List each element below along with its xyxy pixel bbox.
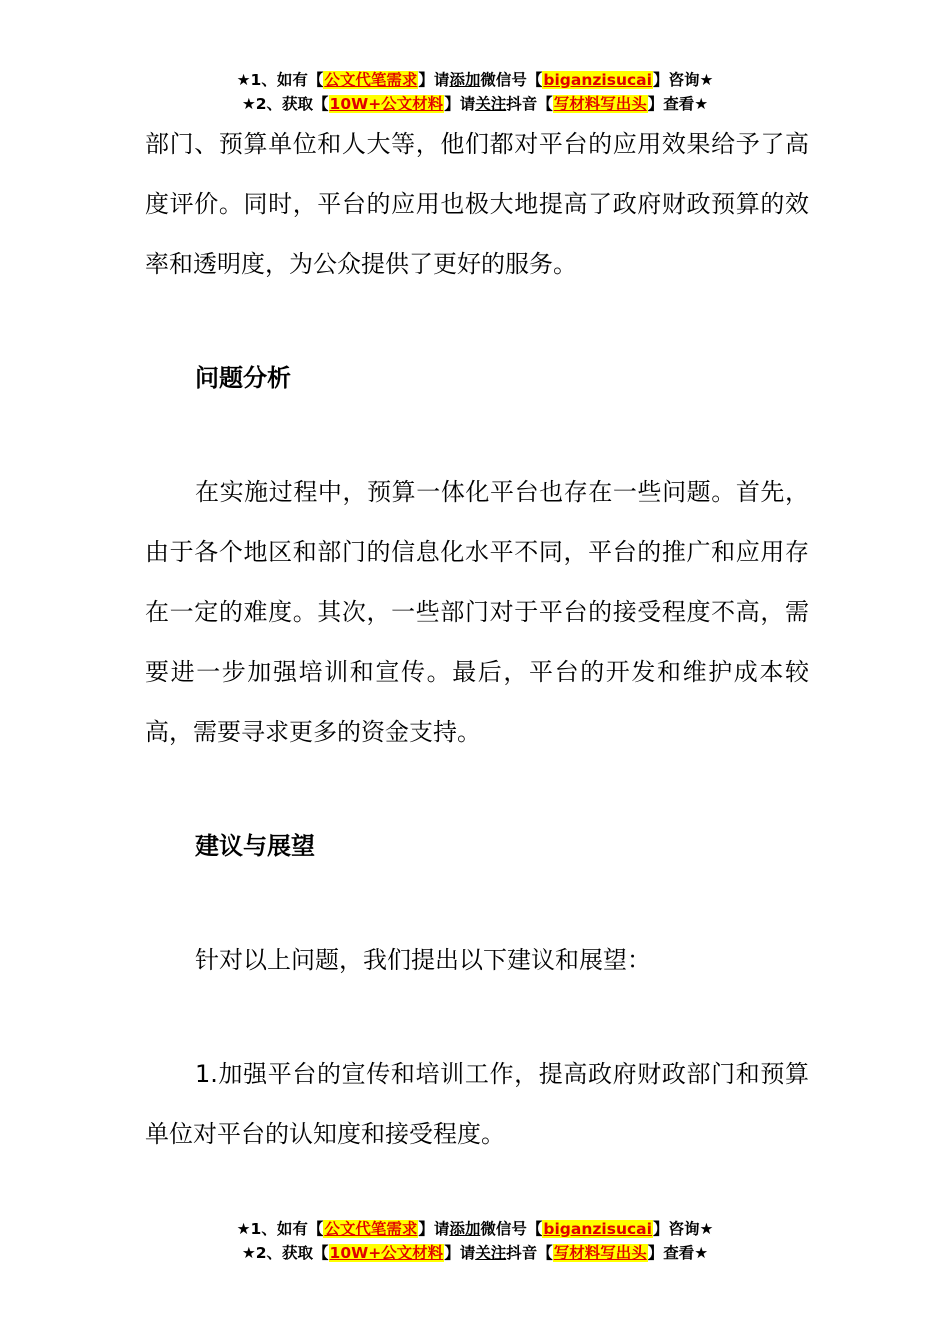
banner-underlined: 添加 [449,1220,481,1238]
banner-line-2 [0,1241,950,1265]
banner-line-2 [0,92,950,116]
banner-highlight: 公文代笔需求 [324,71,418,89]
banner-highlight: 10W+公文材料 [329,1244,444,1262]
spacer [145,762,809,816]
header-banner [0,68,950,116]
spacer [145,990,809,1044]
banner-text: 抖音【 [506,95,553,113]
spacer [145,408,809,462]
banner-highlight: 写材料写出头 [553,95,647,113]
banner-text: 微信号【 [480,1220,543,1238]
heading-problem-analysis: 问题分析 [195,364,291,392]
paragraph-suggest-intro: 针对以上问题，我们提出以下建议和展望： [195,946,651,974]
banner-highlight: 10W+公文材料 [329,95,444,113]
spacer [145,294,809,348]
banner-text: ★2、获取【 [241,95,329,113]
footer-banner [0,1217,950,1265]
banner-line-1 [0,1217,950,1241]
paragraph-intro: 部门、预算单位和人大等，他们都对平台的应用效果给予了高度评价。同时，平台的应用也极大地提高了政府财政预算的效率和透明度，为公众提供了更好的服务。 [145,130,809,278]
banner-text: 】咨询★ [652,71,714,89]
banner-text: ★2、获取【 [241,1244,329,1262]
banner-text: ★1、如有【 [236,71,324,89]
paragraph-problem: 在实施过程中，预算一体化平台也存在一些问题。首先，由于各个地区和部门的信息化水平不同，平台的推广和应用存在一定的难度。其次，一些部门对于平台的接受程度不高，需要进一步加强培训和宣传。最后，平台的开发和维护成本较高，需要寻求更多的资金支持。 [145,478,809,746]
heading-suggestions: 建议与展望 [195,832,315,860]
banner-underlined: 关注 [475,1244,507,1262]
document-body [145,114,809,1164]
banner-underlined: 添加 [449,71,481,89]
banner-underlined: 关注 [475,95,507,113]
banner-text: 】查看★ [647,95,709,113]
banner-text: 】查看★ [647,1244,709,1262]
banner-highlight: 写材料写出头 [553,1244,647,1262]
banner-text: 】请 [444,1244,476,1262]
paragraph-suggest-1: 1.加强平台的宣传和培训工作，提高政府财政部门和预算单位对平台的认知度和接受程度。 [145,1060,809,1148]
banner-text: 微信号【 [480,71,543,89]
banner-text: 】请 [418,71,450,89]
banner-line-1 [0,68,950,92]
banner-highlight: 公文代笔需求 [324,1220,418,1238]
banner-highlight: biganzisucai [543,71,652,89]
banner-text: 】咨询★ [652,1220,714,1238]
banner-highlight: biganzisucai [543,1220,652,1238]
banner-text: 】请 [418,1220,450,1238]
banner-text: 抖音【 [506,1244,553,1262]
banner-text: 】请 [444,95,476,113]
spacer [145,876,809,930]
banner-text: ★1、如有【 [236,1220,324,1238]
